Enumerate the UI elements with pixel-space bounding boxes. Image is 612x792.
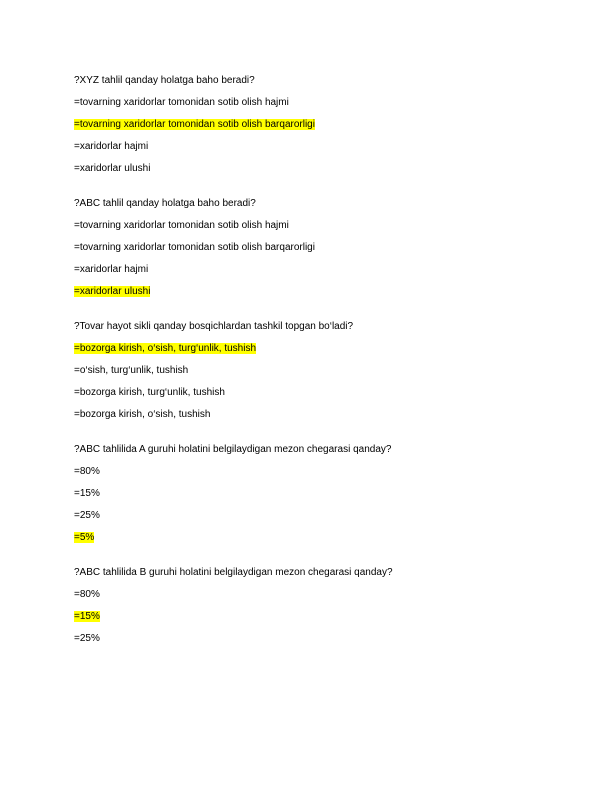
answer-option: =80% [74,466,100,477]
answer-option: =xaridorlar hajmi [74,264,149,275]
answer-option-correct: =5% [74,532,95,543]
answer-option: =tovarning xaridorlar tomonidan sotib olish hajmi [74,220,289,231]
question-block-abc-group-a [74,443,544,544]
question-text: ?ABC tahlil qanday holatga baho beradi? [74,198,256,209]
answer-option: =15% [74,488,100,499]
question-text: ?XYZ tahlil qanday holatga baho beradi? [74,75,255,86]
question-text: ?ABC tahlilida B guruhi holatini belgilaydigan mezon chegarasi qanday? [74,567,393,578]
answer-option: =bozorga kirish, o‘sish, tushish [74,409,211,420]
document-content [74,74,544,667]
question-block-abc-group-b [74,566,544,645]
answer-option-correct: =tovarning xaridorlar tomonidan sotib olish barqarorligi [74,119,315,130]
answer-option: =xaridorlar hajmi [74,141,149,152]
answer-option: =80% [74,589,100,600]
answer-option-correct: =15% [74,611,100,622]
question-block-abc [74,197,544,298]
answer-option: =25% [74,633,100,644]
answer-option: =bozorga kirish, turg‘unlik, tushish [74,387,225,398]
answer-option: =o‘sish, turg‘unlik, tushish [74,365,189,376]
answer-option: =xaridorlar ulushi [74,163,151,174]
answer-option: =25% [74,510,100,521]
question-text: ?ABC tahlilida A guruhi holatini belgilaydigan mezon chegarasi qanday? [74,444,392,455]
answer-option-correct: =xaridorlar ulushi [74,286,151,297]
answer-option: =tovarning xaridorlar tomonidan sotib olish barqarorligi [74,242,315,253]
answer-option-correct: =bozorga kirish, o‘sish, turg‘unlik, tushish [74,343,257,354]
question-block-life-cycle [74,320,544,421]
answer-option: =tovarning xaridorlar tomonidan sotib olish hajmi [74,97,289,108]
question-text: ?Tovar hayot sikli qanday bosqichlardan tashkil topgan bo‘ladi? [74,321,354,332]
question-block-xyz [74,74,544,175]
